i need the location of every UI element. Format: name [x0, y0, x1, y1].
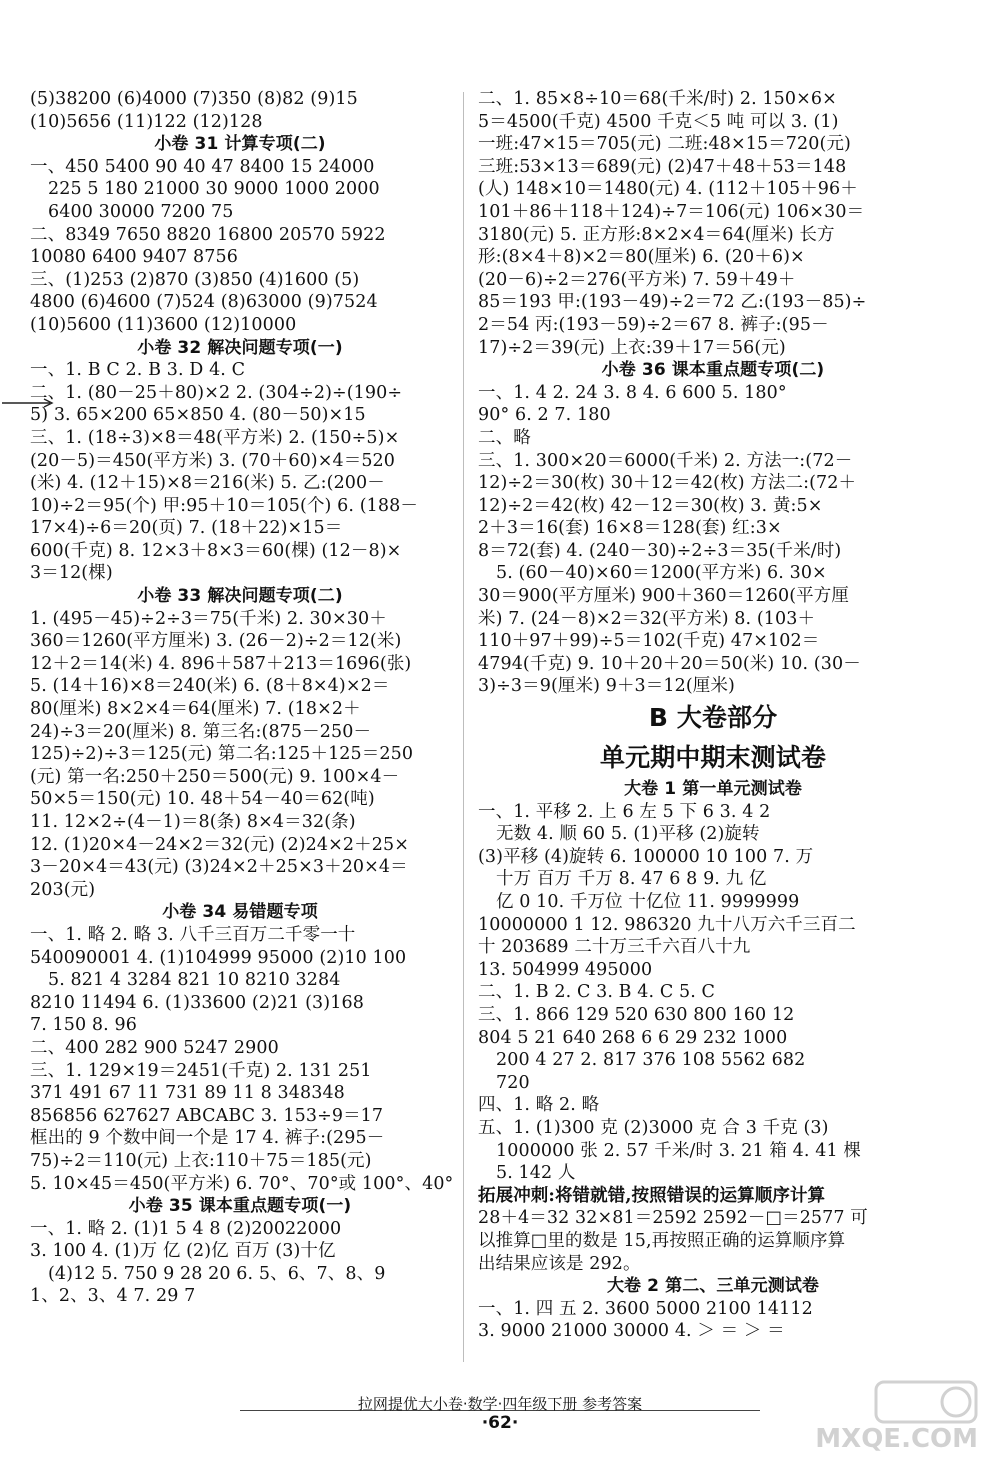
answer-line: 二、1. (80－25＋80)×2 2. (304÷2)÷(190÷	[30, 382, 403, 403]
section-heading: 小卷 33 解决问题专项(二)	[137, 586, 343, 607]
footer-title: 拉网提优大小卷·数学·四年级下册 参考答案	[357, 1395, 643, 1413]
answer-line: (20－5)＝450(平方米) 3. (70＋60)×4＝520	[30, 450, 396, 471]
answer-line: 以推算□里的数是 15,再按照正确的运算顺序算	[478, 1230, 846, 1251]
answer-line: 10000000 1 12. 986320 九十八万六千三百二	[478, 914, 856, 935]
answer-line: 8＝72(套) 4. (240－30)÷2÷3＝35(千米/时)	[478, 540, 842, 561]
answer-line: (3)平移 (4)旋转 6. 100000 10 100 7. 万	[478, 846, 814, 867]
answer-line: 3180(元) 5. 正方形:8×2×4＝64(厘米) 长方	[478, 224, 835, 245]
answer-line: 125)÷2)÷3＝125(元) 第二名:125＋125＝250	[30, 744, 414, 765]
answer-line: 3. 9000 21000 30000 4. ＞ ＝ ＞ ＝	[478, 1321, 785, 1342]
answer-line: 三班:53×13＝689(元) (2)47＋48＋53＝148	[478, 156, 847, 177]
answer-line: 540090001 4. (1)104999 95000 (2)10 100	[30, 947, 407, 968]
answer-line: 17)÷2＝39(元) 上衣:39＋17＝56(元)	[478, 337, 786, 358]
answer-line: 371 491 67 11 731 89 11 8 348348	[30, 1083, 345, 1104]
answer-line: 101＋86＋118＋124)÷7＝106(元) 106×30＝	[478, 201, 865, 222]
answer-line: (人) 148×10＝1480(元) 4. (112＋105＋96＋	[478, 179, 858, 200]
answer-line: 225 5 180 21000 30 9000 1000 2000	[48, 179, 380, 200]
answer-line: 三、(1)253 (2)870 (3)850 (4)1600 (5)	[30, 269, 360, 290]
answer-line: 5. (14＋16)×8＝240(米) 6. (8＋8×4)×2＝	[30, 676, 390, 697]
answer-line: 五、1. (1)300 克 (2)3000 克 合 3 千克 (3)	[478, 1117, 829, 1138]
column-divider	[463, 92, 464, 1362]
answer-line: 6400 30000 7200 75	[48, 201, 234, 222]
answer-line: 5. 10×45＝450(平方米) 6. 70°、70°或 100°、40°	[30, 1173, 454, 1194]
answer-line: 2＝54 丙:(193－59)÷2＝67 8. 裤子:(95－	[478, 314, 829, 335]
answer-line: 拓展冲刺:将错就错,按照错误的运算顺序计算	[478, 1185, 826, 1206]
answer-line: 600(千克) 8. 12×3＋8×3＝60(棵) (12－8)×	[30, 540, 402, 561]
answer-line: 二、1. B 2. C 3. B 4. C 5. C	[478, 982, 716, 1003]
pen-mark-icon	[0, 396, 60, 410]
section-heading: 大卷 1 第一单元测试卷	[624, 779, 802, 800]
left-column	[30, 88, 454, 1308]
answer-line: 十 203689 二十万三千六百八十九	[478, 937, 751, 958]
section-heading: 小卷 34 易错题专项	[162, 902, 318, 923]
answer-line: 一、1. 平移 2. 上 6 左 5 下 6 3. 4 2	[478, 801, 771, 822]
answer-line: 二、8349 7650 8820 16800 20570 5922	[30, 224, 386, 245]
answer-line: 一班:47×15＝705(元) 二班:48×15＝720(元)	[478, 134, 851, 155]
answer-line: 50×5＝150(元) 10. 48＋54－40＝62(吨)	[30, 789, 375, 810]
answer-line: 11. 12×2÷(4－1)＝8(条) 8×4＝32(条)	[30, 812, 356, 832]
answer-line: 5. 821 4 3284 821 10 8210 3284	[48, 970, 341, 991]
answer-line: 30＝900(平方厘米) 900＋360＝1260(平方厘	[478, 586, 849, 607]
answer-line: 90° 6. 2 7. 180	[478, 405, 611, 426]
answer-line: 13. 504999 495000	[478, 959, 653, 980]
answer-line: (5)38200 (6)4000 (7)350 (8)82 (9)15	[30, 89, 358, 109]
answer-line: (10)5656 (11)122 (12)128	[30, 111, 263, 132]
answer-line: 1000000 张 2. 57 千米/时 3. 21 箱 4. 41 棵	[496, 1140, 861, 1161]
answer-line: (4)12 5. 750 9 28 20 6. 5、6、7、8、9	[48, 1263, 386, 1284]
answer-line: 米) 7. (24－8)×2＝32(平方米) 8. (103＋	[478, 608, 816, 629]
answer-line: 3. 100 4. (1)万 亿 (2)亿 百万 (3)十亿	[30, 1241, 336, 1262]
answer-line: 二、1. 85×8÷10＝68(千米/时) 2. 150×6×	[478, 89, 837, 109]
answer-line: 三、1. 129×19＝2451(千克) 2. 131 251	[30, 1060, 372, 1081]
answer-line: 三、1. (18÷3)×8＝48(平方米) 2. (150÷5)×	[30, 427, 400, 448]
answer-line: 17×4)÷6＝20(页) 7. (18＋22)×15＝	[30, 518, 343, 539]
answer-line: 804 5 21 640 268 6 6 29 232 1000	[478, 1027, 788, 1048]
answer-line: 856856 627627 ABCABC 3. 153÷9＝17	[30, 1105, 384, 1126]
answer-line: 5) 3. 65×200 65×850 4. (80－50)×15	[30, 405, 366, 426]
watermark	[815, 1378, 986, 1458]
answer-line: 12. (1)20×4－24×2＝32(元) (2)24×2＋25×	[30, 834, 409, 855]
answer-line: 1、2、3、4 7. 29 7	[30, 1286, 196, 1307]
answer-line: 3＝12(棵)	[30, 563, 113, 584]
answer-line: 12)÷2＝30(枚) 30＋12＝42(枚) 方法二:(72＋	[478, 473, 857, 494]
answer-line: 12)÷2＝42(枚) 42－12＝30(枚) 3. 黄:5×	[478, 495, 823, 516]
right-column	[478, 88, 948, 1343]
answer-line: 75)÷2＝110(元) 上衣:110＋75＝185(元)	[30, 1150, 372, 1171]
answer-line: (元) 第一名:250＋250＝500(元) 9. 100×4－	[30, 766, 400, 787]
answer-line: 3－20×4＝43(元) (3)24×2＋25×3＋20×4＝	[30, 857, 408, 878]
answer-line: 出结果应该是 292。	[478, 1253, 641, 1274]
answer-line: 5＝4500(千克) 4500 千克＜5 吨 可以 3. (1)	[478, 111, 839, 132]
part-heading: 单元期中期末测试卷	[600, 743, 826, 773]
answer-line: 80(厘米) 8×2×4＝64(厘米) 7. (18×2＋	[30, 699, 361, 720]
answer-line: 10080 6400 9407 8756	[30, 247, 238, 268]
answer-line: 一、1. 略 2. (1)1 5 4 8 (2)20022000	[30, 1218, 342, 1239]
answer-line: 7. 150 8. 96	[30, 1015, 137, 1036]
answer-line: 1. (495－45)÷2÷3＝75(千米) 2. 30×30＋	[30, 608, 387, 629]
page-number: ·62·	[481, 1413, 519, 1433]
answer-line: 360＝1260(平方厘米) 3. (26－2)÷2＝12(米)	[30, 631, 402, 652]
answer-line: 形:(8×4＋8)×2＝80(厘米) 6. (20＋6)×	[478, 247, 805, 268]
section-heading: 小卷 36 课本重点题专项(二)	[601, 360, 825, 381]
answer-line: (10)5600 (11)3600 (12)10000	[30, 314, 297, 335]
answer-line: 8210 11494 6. (1)33600 (2)21 (3)168	[30, 992, 364, 1013]
answer-line: 5. (60－40)×60＝1200(平方米) 6. 30×	[496, 563, 827, 584]
section-heading: 小卷 32 解决问题专项(一)	[137, 337, 343, 358]
answer-line: 720	[496, 1072, 530, 1093]
answer-line: 5. 142 人	[496, 1163, 576, 1184]
answer-line: 亿 0 10. 千万位 十亿位 11. 9999999	[496, 892, 800, 912]
answer-line: 200 4 27 2. 817 376 108 5562 682	[496, 1050, 806, 1071]
section-heading: 小卷 31 计算专项(二)	[154, 134, 326, 155]
answer-line: 一、1. 略 2. 略 3. 八千三百万二千零一十	[30, 924, 356, 945]
answer-line: 一、450 5400 90 40 47 8400 15 24000	[30, 156, 375, 177]
answer-line: 3)÷3＝9(厘米) 9＋3＝12(厘米)	[478, 676, 735, 697]
answer-line: 10)÷2＝95(个) 甲:95＋10＝105(个) 6. (188－	[30, 495, 418, 516]
answer-line: 24)÷3＝20(厘米) 8. 第三名:(875－250－	[30, 721, 372, 742]
answer-line: 12＋2＝14(米) 4. 896＋587＋213＝1696(张)	[30, 653, 412, 674]
answer-line: 85＝193 甲:(193－49)÷2＝72 乙:(193－85)÷	[478, 292, 867, 313]
answer-line: 一、1. 四 五 2. 3600 5000 2100 14112	[478, 1298, 813, 1319]
answer-line: 无数 4. 顺 60 5. (1)平移 (2)旋转	[496, 824, 760, 845]
part-heading: B 大卷部分	[648, 703, 778, 733]
answer-line: 203(元)	[30, 879, 96, 900]
answer-line: 28＋4＝32 32×81＝2592 2592－□＝2577 可	[478, 1208, 868, 1229]
answer-line: 十万 百万 千万 8. 47 6 8 9. 九 亿	[496, 869, 767, 890]
answer-line: (米) 4. (12＋15)×8＝216(米) 5. 乙:(200－	[30, 473, 385, 494]
answer-line: 三、1. 866 129 520 630 800 160 12	[478, 1004, 795, 1025]
answer-line: 4800 (6)4600 (7)524 (8)63000 (9)7524	[30, 292, 378, 313]
answer-line: 一、1. B C 2. B 3. D 4. C	[30, 360, 246, 381]
answer-line: 2＋3＝16(套) 16×8＝128(套) 红:3×	[478, 518, 782, 539]
answer-line: 三、1. 300×20＝6000(千米) 2. 方法一:(72－	[478, 450, 853, 471]
answer-line: (20－6)÷2＝276(平方米) 7. 59＋49＋	[478, 269, 796, 290]
answer-line: 四、1. 略 2. 略	[478, 1095, 600, 1116]
answer-line: 框出的 9 个数中间一个是 17 4. 裤子:(295－	[30, 1128, 385, 1149]
watermark-text: MXQE.COM	[815, 1424, 978, 1454]
answer-line: 110＋97＋99)÷5＝102(千克) 47×102＝	[478, 631, 820, 652]
answer-line: 二、400 282 900 5247 2900	[30, 1037, 279, 1058]
section-heading: 大卷 2 第二、三单元测试卷	[606, 1276, 820, 1297]
answer-line: 二、略	[478, 427, 531, 448]
section-heading: 小卷 35 课本重点题专项(一)	[128, 1196, 352, 1217]
answer-line: 4794(千克) 9. 10＋20＋20＝50(米) 10. (30－	[478, 653, 861, 674]
answer-line: 一、1. 4 2. 24 3. 8 4. 6 600 5. 180°	[478, 382, 787, 403]
